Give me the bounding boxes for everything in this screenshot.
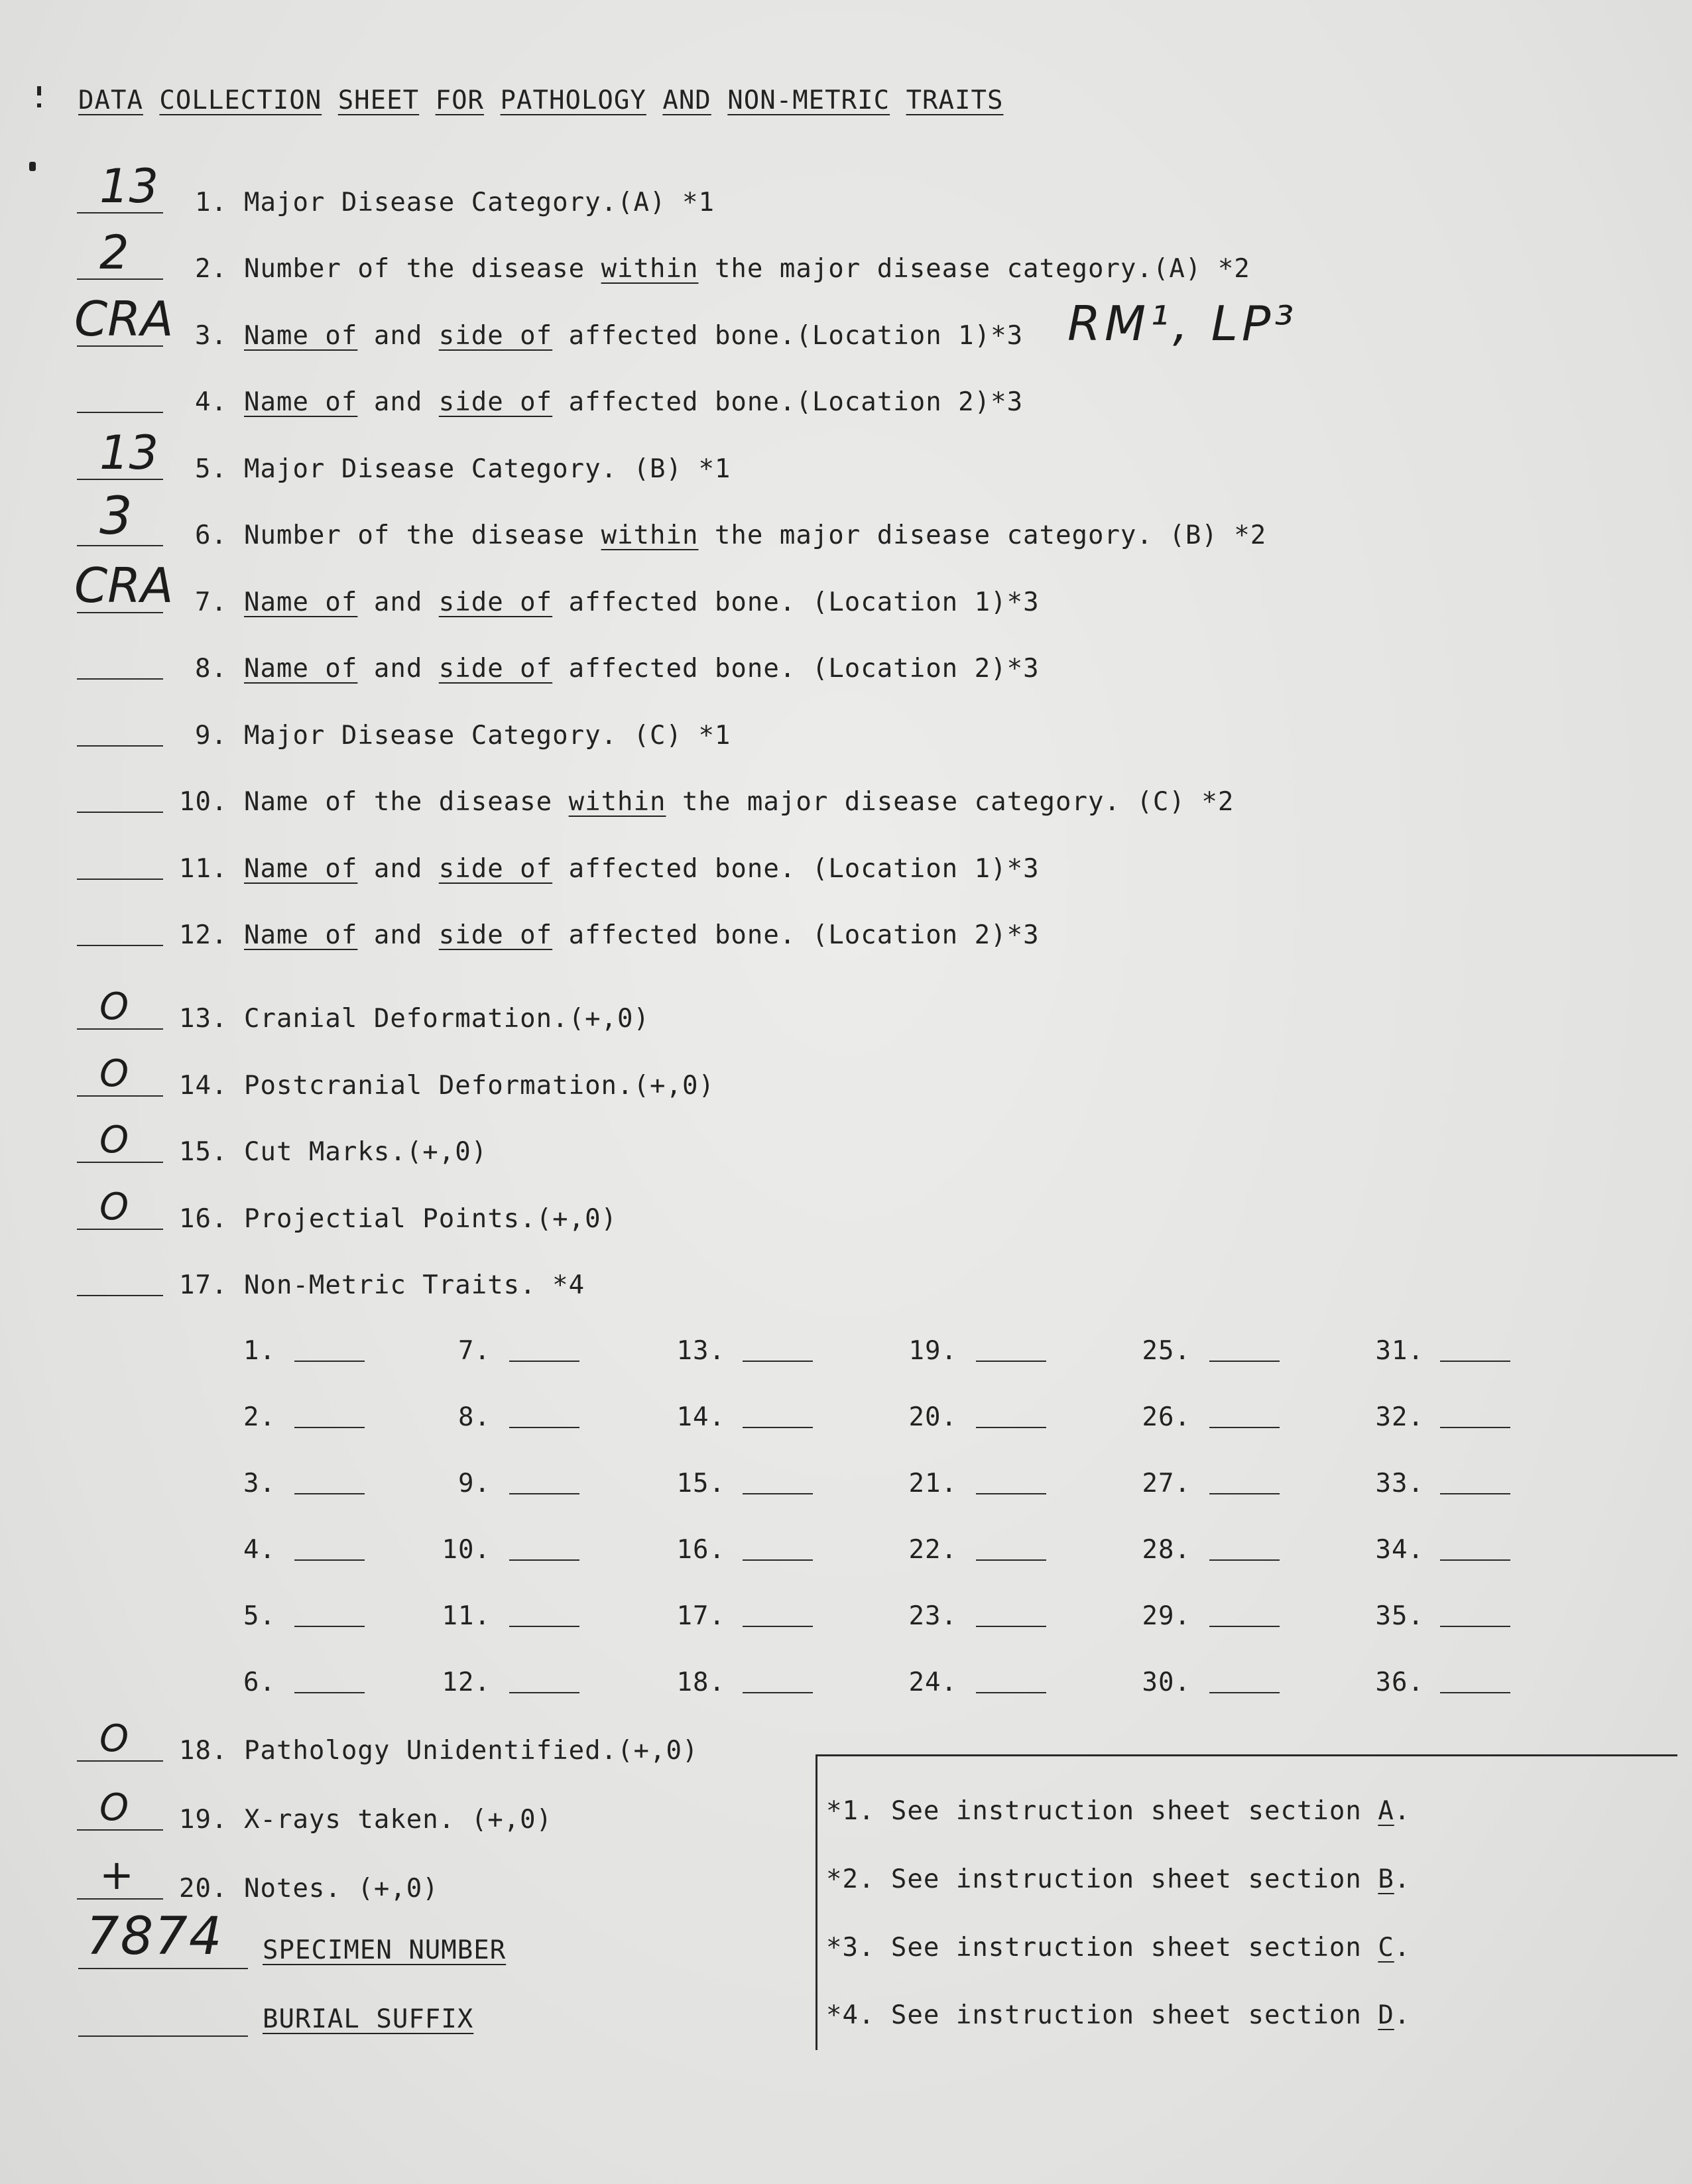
item-number: 7. xyxy=(195,587,227,617)
trait-answer-line[interactable] xyxy=(976,1361,1046,1362)
item-label xyxy=(244,1738,698,1764)
answer-line[interactable] xyxy=(77,1028,163,1030)
trait-answer-line[interactable] xyxy=(294,1361,365,1362)
label-text: affected bone. (Location 1)*3 xyxy=(552,854,1040,884)
trait-answer-line[interactable] xyxy=(294,1493,365,1494)
answer-line[interactable] xyxy=(77,879,163,880)
footnote-section-letter: A xyxy=(1378,1796,1394,1826)
footnote-period: . xyxy=(1394,1933,1411,1963)
underlined-term: Name of xyxy=(244,920,358,950)
item-number: 2. xyxy=(195,254,227,284)
specimen-number-value: 7874 xyxy=(86,1907,223,1967)
footnote-item xyxy=(826,1798,1410,1824)
footnote-text: *4. See instruction sheet section xyxy=(826,2000,1378,2030)
footnote-section-letter: D xyxy=(1378,2000,1394,2030)
trait-number: 35. xyxy=(1375,1601,1424,1631)
item-label xyxy=(244,256,1250,282)
trait-number: 12. xyxy=(442,1668,491,1697)
trait-number: 9. xyxy=(458,1469,491,1498)
trait-number: 17. xyxy=(676,1601,725,1631)
underlined-term: side of xyxy=(438,387,553,417)
margin-mark-top-dot xyxy=(37,103,41,107)
answer-line[interactable] xyxy=(77,1162,163,1163)
footnote-period: . xyxy=(1394,1864,1411,1894)
answer-line[interactable] xyxy=(77,745,163,747)
answer-line[interactable] xyxy=(77,1229,163,1230)
answer-line[interactable] xyxy=(77,678,163,680)
trait-number: 27. xyxy=(1142,1469,1191,1498)
footnote-box-top-border xyxy=(816,1754,1677,1756)
item-label xyxy=(244,456,731,482)
item-number: 13. xyxy=(179,1004,228,1034)
trait-number: 20. xyxy=(908,1402,957,1432)
item-number: 18. xyxy=(179,1736,228,1766)
handwritten-answer: O xyxy=(99,1185,129,1229)
item-number: 9. xyxy=(195,721,227,751)
item-label xyxy=(244,389,1023,415)
handwritten-location-note: RM¹, LP³ xyxy=(1067,296,1298,351)
label-text: X-rays taken. (+,0) xyxy=(244,1805,553,1835)
trait-number: 23. xyxy=(908,1601,957,1631)
trait-answer-line[interactable] xyxy=(294,1559,365,1561)
trait-number: 3. xyxy=(243,1469,276,1498)
answer-line[interactable] xyxy=(77,412,163,413)
item-number: 15. xyxy=(179,1137,228,1167)
footnote-text: *3. See instruction sheet section xyxy=(826,1933,1378,1963)
footnote-period: . xyxy=(1394,1796,1411,1826)
trait-number: 32. xyxy=(1375,1402,1424,1432)
trait-number: 2. xyxy=(243,1402,276,1432)
label-text: the major disease category.(A) *2 xyxy=(698,254,1250,284)
underlined-term: side of xyxy=(438,920,553,950)
title-word: TRAITS xyxy=(906,86,1004,115)
label-text: Cranial Deformation.(+,0) xyxy=(244,1004,650,1034)
trait-number: 10. xyxy=(442,1535,491,1565)
trait-number: 28. xyxy=(1142,1535,1191,1565)
item-label xyxy=(244,522,1266,548)
trait-answer-line[interactable] xyxy=(1209,1493,1280,1494)
label-text: Pathology Unidentified.(+,0) xyxy=(244,1736,699,1766)
footnote-item xyxy=(826,1866,1410,1892)
trait-answer-line[interactable] xyxy=(1440,1692,1510,1693)
handwritten-answer: O xyxy=(99,1717,129,1760)
item-number: 8. xyxy=(195,654,227,684)
item-number: 11. xyxy=(179,854,228,884)
label-text: Postcranial Deformation.(+,0) xyxy=(244,1071,715,1101)
trait-answer-line[interactable] xyxy=(1440,1427,1510,1428)
answer-line[interactable] xyxy=(77,812,163,813)
label-text: Name of the disease xyxy=(244,787,569,817)
trait-answer-line[interactable] xyxy=(294,1427,365,1428)
underlined-term: Name of xyxy=(244,387,358,417)
item-label xyxy=(244,1206,617,1232)
trait-number: 31. xyxy=(1375,1336,1424,1366)
title-row xyxy=(78,88,1003,113)
handwritten-answer: 2 xyxy=(99,225,129,280)
footnote-item xyxy=(826,2002,1410,2028)
trait-answer-line[interactable] xyxy=(976,1559,1046,1561)
trait-number: 5. xyxy=(243,1601,276,1631)
handwritten-answer: CRA xyxy=(74,291,174,347)
label-text: affected bone. (Location 2)*3 xyxy=(552,654,1040,684)
specimen-number-label: SPECIMEN NUMBER xyxy=(263,1935,507,1965)
label-text: Major Disease Category. (B) *1 xyxy=(244,454,731,484)
trait-answer-line[interactable] xyxy=(743,1692,813,1693)
label-text: and xyxy=(357,854,439,884)
trait-answer-line[interactable] xyxy=(1440,1493,1510,1494)
answer-line[interactable] xyxy=(77,1295,163,1296)
trait-number: 24. xyxy=(908,1668,957,1697)
label-text: affected bone. (Location 1)*3 xyxy=(552,587,1040,617)
item-label xyxy=(244,922,1040,948)
trait-answer-line[interactable] xyxy=(743,1427,813,1428)
underlined-term: within xyxy=(601,254,699,284)
handwritten-answer: 13 xyxy=(99,426,159,480)
trait-answer-line[interactable] xyxy=(976,1692,1046,1693)
margin-mark-top xyxy=(37,86,41,95)
label-text: and xyxy=(357,587,439,617)
label-text: and xyxy=(357,920,439,950)
trait-answer-line[interactable] xyxy=(743,1493,813,1494)
item-label xyxy=(244,190,715,215)
label-text: Notes. (+,0) xyxy=(244,1874,439,1904)
item-label xyxy=(244,789,1234,815)
trait-number: 30. xyxy=(1142,1668,1191,1697)
trait-number: 1. xyxy=(243,1336,276,1366)
burial-suffix-line[interactable] xyxy=(78,2035,248,2037)
trait-answer-line[interactable] xyxy=(509,1692,579,1693)
trait-number: 15. xyxy=(676,1469,725,1498)
item-number: 4. xyxy=(195,387,227,417)
trait-answer-line[interactable] xyxy=(509,1427,579,1428)
item-number: 20. xyxy=(179,1874,228,1904)
title-word: COLLECTION xyxy=(159,86,322,115)
trait-number: 7. xyxy=(458,1336,491,1366)
handwritten-answer: 13 xyxy=(99,159,159,213)
label-text: Projectial Points.(+,0) xyxy=(244,1204,618,1234)
trait-number: 16. xyxy=(676,1535,725,1565)
footnote-section-letter: C xyxy=(1378,1933,1394,1963)
answer-line[interactable] xyxy=(77,1095,163,1097)
footnote-item xyxy=(826,1935,1410,1961)
underlined-term: Name of xyxy=(244,587,358,617)
trait-number: 36. xyxy=(1375,1668,1424,1697)
trait-answer-line[interactable] xyxy=(743,1361,813,1362)
trait-answer-line[interactable] xyxy=(1440,1559,1510,1561)
underlined-term: side of xyxy=(438,321,553,351)
item-label xyxy=(244,723,731,749)
item-label xyxy=(244,589,1040,615)
item-number: 5. xyxy=(195,454,227,484)
item-number: 12. xyxy=(179,920,228,950)
trait-number: 13. xyxy=(676,1336,725,1366)
trait-answer-line[interactable] xyxy=(1440,1361,1510,1362)
title-word: DATA xyxy=(78,86,143,115)
trait-number: 21. xyxy=(908,1469,957,1498)
label-text: Number of the disease xyxy=(244,520,601,550)
trait-number: 25. xyxy=(1142,1336,1191,1366)
label-text: and xyxy=(357,321,439,351)
trait-number: 33. xyxy=(1375,1469,1424,1498)
trait-number: 19. xyxy=(908,1336,957,1366)
trait-number: 6. xyxy=(243,1668,276,1697)
title-word: NON-METRIC xyxy=(727,86,890,115)
label-text: affected bone. (Location 2)*3 xyxy=(552,920,1040,950)
footnote-section-letter: B xyxy=(1378,1864,1394,1894)
title-word: FOR xyxy=(435,86,485,115)
underlined-term: within xyxy=(601,520,699,550)
trait-number: 29. xyxy=(1142,1601,1191,1631)
handwritten-answer: + xyxy=(99,1850,134,1899)
item-label xyxy=(244,1807,552,1833)
item-number: 19. xyxy=(179,1805,228,1835)
trait-answer-line[interactable] xyxy=(509,1626,579,1627)
item-number: 3. xyxy=(195,321,227,351)
label-text: Major Disease Category.(A) *1 xyxy=(244,188,715,217)
trait-answer-line[interactable] xyxy=(294,1692,365,1693)
trait-answer-line[interactable] xyxy=(743,1559,813,1561)
item-label xyxy=(244,1006,650,1032)
footnote-period: . xyxy=(1394,2000,1411,2030)
label-text: the major disease category. (C) *2 xyxy=(666,787,1235,817)
footnote-box-left-border xyxy=(816,1754,817,2050)
item-label xyxy=(244,323,1023,349)
item-number: 16. xyxy=(179,1204,228,1234)
underlined-term: side of xyxy=(438,854,553,884)
handwritten-answer: O xyxy=(99,1786,129,1829)
trait-number: 18. xyxy=(676,1668,725,1697)
item-label xyxy=(244,1876,439,1902)
trait-number: 26. xyxy=(1142,1402,1191,1432)
item-label xyxy=(244,1139,487,1165)
trait-answer-line[interactable] xyxy=(1209,1692,1280,1693)
trait-answer-line[interactable] xyxy=(1209,1361,1280,1362)
trait-answer-line[interactable] xyxy=(509,1361,579,1362)
trait-answer-line[interactable] xyxy=(743,1626,813,1627)
title-word: SHEET xyxy=(337,86,420,115)
item-label xyxy=(244,656,1040,682)
trait-answer-line[interactable] xyxy=(976,1427,1046,1428)
underlined-term: Name of xyxy=(244,854,358,884)
trait-answer-line[interactable] xyxy=(1209,1427,1280,1428)
trait-number: 22. xyxy=(908,1535,957,1565)
item-label xyxy=(244,856,1040,882)
label-text: affected bone.(Location 2)*3 xyxy=(552,387,1024,417)
footnote-text: *1. See instruction sheet section xyxy=(826,1796,1378,1826)
underlined-term: Name of xyxy=(244,321,358,351)
burial-suffix-label: BURIAL SUFFIX xyxy=(263,2004,474,2034)
label-text: Major Disease Category. (C) *1 xyxy=(244,721,731,751)
trait-answer-line[interactable] xyxy=(1440,1626,1510,1627)
item-number: 1. xyxy=(195,188,227,217)
trait-number: 8. xyxy=(458,1402,491,1432)
handwritten-answer: CRA xyxy=(74,558,174,613)
trait-number: 11. xyxy=(442,1601,491,1631)
trait-number: 14. xyxy=(676,1402,725,1432)
underlined-term: side of xyxy=(438,587,553,617)
trait-answer-line[interactable] xyxy=(976,1493,1046,1494)
handwritten-answer: 3 xyxy=(99,487,133,546)
trait-answer-line[interactable] xyxy=(1209,1626,1280,1627)
label-text: and xyxy=(357,654,439,684)
trait-answer-line[interactable] xyxy=(294,1626,365,1627)
trait-answer-line[interactable] xyxy=(1209,1559,1280,1561)
handwritten-answer: O xyxy=(99,1119,129,1162)
answer-line[interactable] xyxy=(77,1829,163,1831)
footnote-text: *2. See instruction sheet section xyxy=(826,1864,1378,1894)
label-text: Non-Metric Traits. *4 xyxy=(244,1270,585,1300)
trait-answer-line[interactable] xyxy=(509,1493,579,1494)
item-number: 10. xyxy=(179,787,228,817)
title-word: AND xyxy=(662,86,711,115)
item-label xyxy=(244,1073,715,1099)
trait-number: 4. xyxy=(243,1535,276,1565)
trait-answer-line[interactable] xyxy=(976,1626,1046,1627)
trait-number: 34. xyxy=(1375,1535,1424,1565)
item-number: 17. xyxy=(179,1270,228,1300)
item-number: 6. xyxy=(195,520,227,550)
specimen-number-line[interactable] xyxy=(78,1968,248,1969)
item-number: 14. xyxy=(179,1071,228,1101)
item-label xyxy=(244,1272,585,1298)
answer-line[interactable] xyxy=(77,945,163,946)
label-text: affected bone.(Location 1)*3 xyxy=(552,321,1024,351)
label-text: Number of the disease xyxy=(244,254,601,284)
underlined-term: side of xyxy=(438,654,553,684)
handwritten-answer: O xyxy=(99,1052,129,1095)
handwritten-answer: O xyxy=(99,985,129,1028)
underlined-term: Name of xyxy=(244,654,358,684)
answer-line[interactable] xyxy=(77,1760,163,1762)
label-text: and xyxy=(357,387,439,417)
title-word: PATHOLOGY xyxy=(500,86,646,115)
margin-mark-left xyxy=(29,162,36,171)
label-text: Cut Marks.(+,0) xyxy=(244,1137,488,1167)
trait-answer-line[interactable] xyxy=(509,1559,579,1561)
underlined-term: within xyxy=(568,787,666,817)
label-text: the major disease category. (B) *2 xyxy=(698,520,1267,550)
